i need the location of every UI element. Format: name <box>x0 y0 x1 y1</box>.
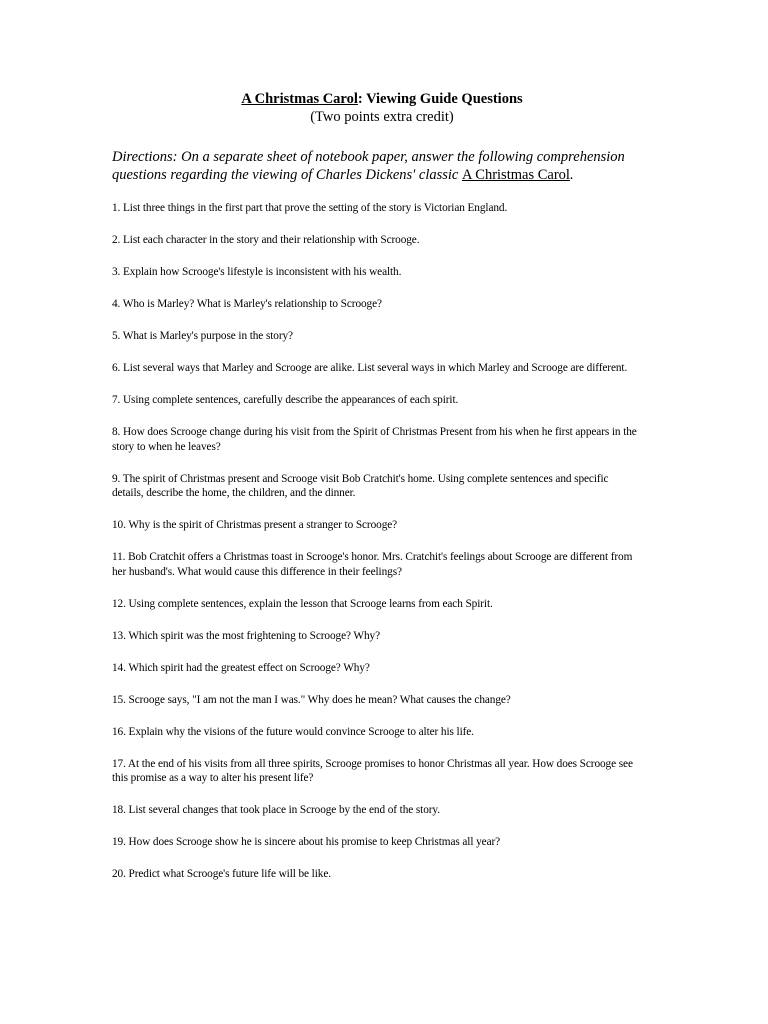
question-item: 13. Which spirit was the most frightening to Scrooge? Why? <box>112 629 380 642</box>
page-title <box>112 90 652 108</box>
title-book-name: A Christmas Carol <box>241 91 358 107</box>
directions-paragraph <box>112 148 672 184</box>
question-item: 20. Predict what Scrooge's future life will be like. <box>112 868 331 880</box>
question-item: 17. At the end of his visits from all three spirits, Scrooge promises to honor Christmas all year. How does Scrooge see this promise as a way to alter his present life? <box>112 757 633 784</box>
question-item: 3. Explain how Scrooge's lifestyle is inconsistent with his wealth. <box>112 266 402 278</box>
title-rest: : Viewing Guide Questions <box>357 91 523 107</box>
question-item: 1. List three things in the first part that prove the setting of the story is Victorian England. <box>112 202 508 214</box>
page-subtitle: (Two points extra credit) <box>310 109 454 125</box>
question-item: 4. Who is Marley? What is Marley's relationship to Scrooge? <box>112 298 382 310</box>
question-item: 6. List several ways that Marley and Scrooge are alike. List several ways in which Marley and Scrooge are different. <box>112 362 628 374</box>
question-item: 18. List several changes that took place in Scrooge by the end of the story. <box>112 804 440 816</box>
question-item: 7. Using complete sentences, carefully describe the appearances of each spirit. <box>112 394 459 406</box>
question-list <box>112 201 642 882</box>
question-item: 12. Using complete sentences, explain the lesson that Scrooge learns from each Spirit. <box>112 597 493 610</box>
directions-book-name: A Christmas Carol <box>461 167 570 183</box>
question-item: 11. Bob Cratchit offers a Christmas toast in Scrooge's honor. Mrs. Cratchit's feelings about Scrooge are different from her husband's. What would cause this difference in their feelings? <box>112 551 633 578</box>
question-item: 8. How does Scrooge change during his visit from the Spirit of Christmas Present from his when he first appears in the story to when he leaves? <box>112 426 637 453</box>
directions-text: Directions: On a separate sheet of notebook paper, answer the following comprehension questions regarding the viewing of Charles Dickens' classic <box>112 149 625 183</box>
document-page <box>112 90 652 899</box>
question-item: 19. How does Scrooge show he is sincere about his promise to keep Christmas all year? <box>112 836 501 848</box>
question-item: 2. List each character in the story and their relationship with Scrooge. <box>112 234 420 246</box>
question-item: 15. Scrooge says, "I am not the man I was." Why does he mean? What causes the change? <box>112 693 511 706</box>
question-item: 9. The spirit of Christmas present and Scrooge visit Bob Cratchit's home. Using complete sentences and specific details, describe the home, the children, and the dinner. <box>112 472 609 499</box>
question-item: 5. What is Marley's purpose in the story? <box>112 330 293 342</box>
question-item: 16. Explain why the visions of the future would convince Scrooge to alter his life. <box>112 725 474 738</box>
directions-end: . <box>569 167 574 183</box>
question-item: 10. Why is the spirit of Christmas present a stranger to Scrooge? <box>112 519 398 531</box>
question-item: 14. Which spirit had the greatest effect on Scrooge? Why? <box>112 661 370 674</box>
